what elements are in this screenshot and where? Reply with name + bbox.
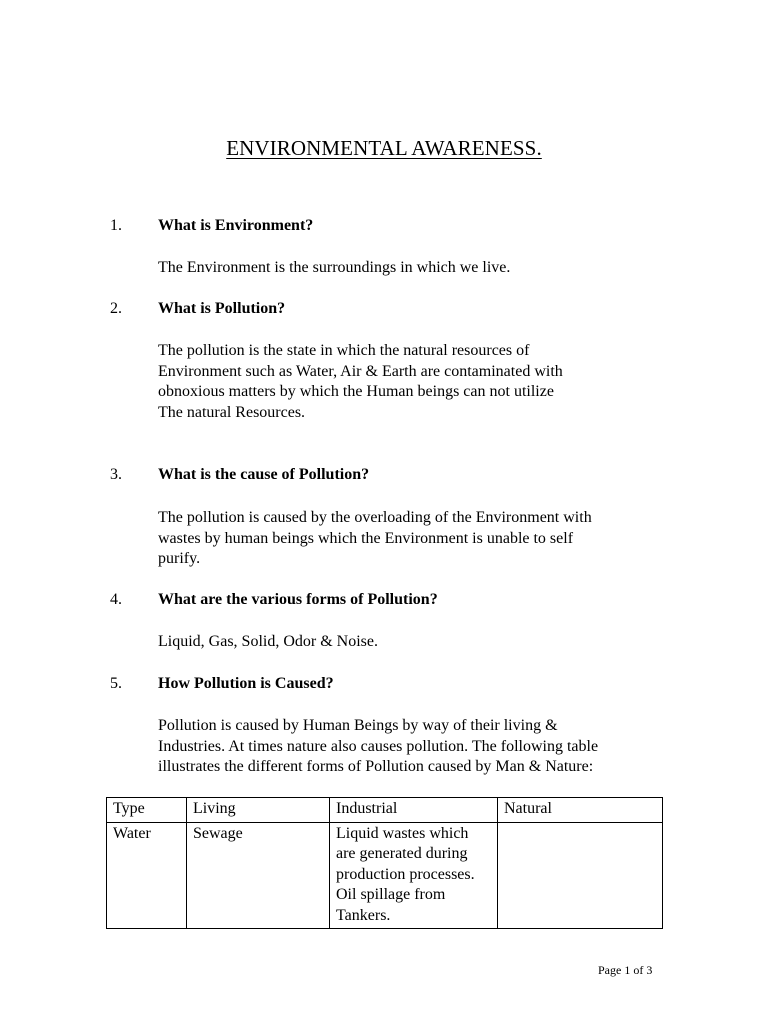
cell-line: Oil spillage from bbox=[336, 886, 446, 903]
section-number-1: 1. bbox=[110, 217, 122, 234]
section-question-1: What is Environment? bbox=[158, 217, 314, 234]
page-number: Page 1 of 3 bbox=[598, 963, 653, 977]
section-question-4: What are the various forms of Pollution? bbox=[158, 591, 438, 608]
table-header-row bbox=[107, 798, 663, 823]
table-cell-living: Sewage bbox=[187, 822, 330, 929]
answer-line: Liquid, Gas, Solid, Odor & Noise. bbox=[158, 633, 378, 650]
section-answer-5 bbox=[158, 716, 678, 778]
table-header-industrial: Industrial bbox=[330, 798, 498, 823]
section-number-3: 3. bbox=[110, 466, 122, 483]
table-header-type: Type bbox=[107, 798, 187, 823]
section-answer-3 bbox=[158, 508, 678, 570]
answer-line: The Environment is the surroundings in which we live. bbox=[158, 259, 511, 276]
section-question-2: What is Pollution? bbox=[158, 300, 286, 317]
answer-line: Industries. At times nature also causes pollution. The following table bbox=[158, 737, 599, 755]
table-header-living: Living bbox=[187, 798, 330, 823]
answer-line: purify. bbox=[158, 550, 201, 567]
section-answer-2 bbox=[158, 341, 678, 423]
answer-line: The natural Resources. bbox=[158, 403, 306, 421]
table-row bbox=[107, 822, 663, 929]
section-number-4: 4. bbox=[110, 591, 122, 608]
cell-line: are generated during bbox=[336, 845, 468, 862]
answer-line: wastes by human beings which the Environment is unable to self bbox=[158, 529, 574, 547]
cell-line: Liquid wastes which bbox=[336, 824, 469, 842]
section-number-2: 2. bbox=[110, 300, 122, 317]
table-header-natural: Natural bbox=[498, 798, 663, 823]
answer-line: Environment such as Water, Air & Earth are contaminated with bbox=[158, 362, 563, 380]
section-answer-1 bbox=[158, 258, 678, 279]
answer-line: Pollution is caused by Human Beings by way of their living & bbox=[158, 717, 558, 734]
pollution-forms-table bbox=[106, 797, 663, 929]
cell-line: production processes. bbox=[336, 865, 475, 883]
section-question-3: What is the cause of Pollution? bbox=[158, 466, 370, 483]
cell-line: Tankers. bbox=[336, 906, 391, 924]
answer-line: The pollution is caused by the overloading of the Environment with bbox=[158, 509, 592, 526]
answer-line: obnoxious matters by which the Human beings can not utilize bbox=[158, 383, 554, 400]
table-cell-type: Water bbox=[107, 822, 187, 929]
document-title: ENVIRONMENTAL AWARENESS. bbox=[226, 136, 542, 160]
answer-line: illustrates the different forms of Pollution caused by Man & Nature: bbox=[158, 758, 594, 775]
section-answer-4 bbox=[158, 632, 678, 653]
section-number-5: 5. bbox=[110, 675, 122, 692]
table-cell-natural bbox=[498, 822, 663, 929]
section-question-5: How Pollution is Caused? bbox=[158, 675, 334, 692]
answer-line: The pollution is the state in which the natural resources of bbox=[158, 342, 530, 359]
table-cell-industrial bbox=[330, 822, 498, 929]
